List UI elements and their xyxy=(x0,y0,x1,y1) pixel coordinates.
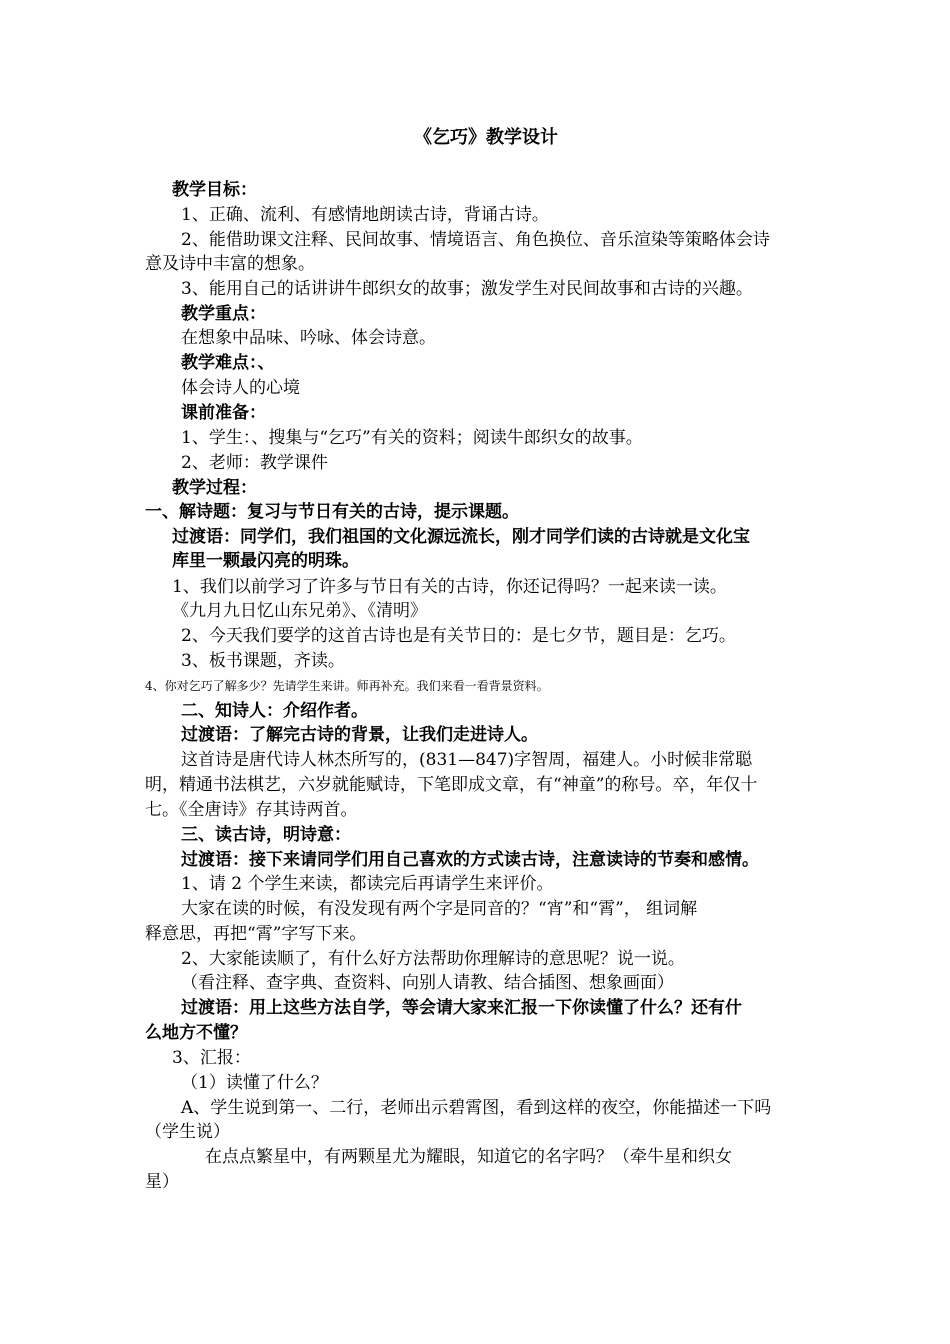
paragraph-line: 明，精通书法棋艺，六岁就能赋诗，下笔即成文章，有“神童”的称号。卒，年仅十 xyxy=(145,775,758,795)
goal-item: 1、正确、流利、有感情地朗读古诗，背诵古诗。 xyxy=(181,205,549,225)
poem-titles: 《九月九日忆山东兄弟》、《清明》 xyxy=(172,601,427,621)
goal-item: 2、能借助课文注释、民间故事、情境语言、角色换位、音乐渲染等策略体会诗 xyxy=(181,230,770,250)
section-heading: 二、知诗人：介绍作者。 xyxy=(181,701,368,721)
goal-item-continued: 意及诗中丰富的想象。 xyxy=(145,254,315,274)
transition-text: 过渡语：用上这些方法自学，等会请大家来汇报一下你读懂了什么？还有什 xyxy=(181,998,742,1018)
transition-text-continued: 库里一颗最闪亮的明珠。 xyxy=(172,551,359,571)
paragraph-line: 释意思，再把“霄”字写下来。 xyxy=(145,924,367,944)
difficulty-text: 体会诗人的心境 xyxy=(181,378,300,398)
paragraph-line: A、学生说到第一、二行，老师出示碧霄图，看到这样的夜空，你能描述一下吗 xyxy=(181,1098,772,1118)
difficulty-heading: 教学难点：、 xyxy=(181,353,275,373)
section-heading: 三、读古诗，明诗意： xyxy=(181,825,351,845)
paragraph-line: 这首诗是唐代诗人林杰所写的，(831—847)字智周，福建人。小时候非常聪 xyxy=(181,750,753,770)
process-heading: 教学过程： xyxy=(172,478,257,498)
paragraph-line: 七。《全唐诗》存其诗两首。 xyxy=(145,800,358,820)
key-points-text: 在想象中品味、吟咏、体会诗意。 xyxy=(181,328,436,348)
preparation-heading: 课前准备： xyxy=(181,403,266,423)
key-points-heading: 教学重点： xyxy=(181,304,266,324)
step-item: 3、汇报： xyxy=(172,1048,251,1068)
step-item: 2、大家能读顺了，有什么好方法帮助你理解诗的意思呢？说一说。 xyxy=(181,949,685,969)
goal-item: 3、能用自己的话讲讲牛郎织女的故事；激发学生对民间故事和古诗的兴趣。 xyxy=(181,279,753,299)
sub-item: （1）读懂了什么？ xyxy=(181,1073,328,1093)
step-item: 1、请 2 个学生来读，都读完后再请学生来评价。 xyxy=(181,874,554,894)
paragraph-line: 在点点繁星中，有两颗星尤为耀眼，知道它的名字吗？（牵牛星和织女 xyxy=(205,1147,732,1167)
paragraph-line: 星） xyxy=(145,1172,179,1192)
step-item: 3、板书课题，齐读。 xyxy=(181,651,345,671)
step-item: 1、我们以前学习了许多与节日有关的古诗，你还记得吗？一起来读一读。 xyxy=(172,577,727,597)
transition-text: 过渡语：了解完古诗的背景，让我们走进诗人。 xyxy=(181,725,538,745)
transition-text-continued: 么地方不懂？ xyxy=(145,1023,247,1043)
preparation-item: 1、学生：、搜集与“乞巧”有关的资料；阅读牛郎织女的故事。 xyxy=(181,428,643,448)
methods-list: （看注释、查字典、查资料、向别人请教、结合插图、想象画面） xyxy=(181,973,674,993)
transition-text: 过渡语：同学们，我们祖国的文化源远流长，刚才同学们读的古诗就是文化宝 xyxy=(172,527,750,547)
transition-text: 过渡语：接下来请同学们用自己喜欢的方式读古诗，注意读诗的节奏和感情。 xyxy=(181,850,759,870)
section-heading: 一、解诗题：复习与节日有关的古诗，提示课题。 xyxy=(145,502,519,522)
step-item-small: 4、你对乞巧了解多少？先请学生来讲。师再补充。我们来看一看背景资料。 xyxy=(145,679,549,693)
paragraph-line: 大家在读的时候，有没发现有两个字是同音的？“宵”和“霄”， 组词解 xyxy=(181,899,698,919)
preparation-item: 2、老师：教学课件 xyxy=(181,453,328,473)
paragraph-line: （学生说） xyxy=(145,1122,230,1142)
step-item: 2、今天我们要学的这首古诗也是有关节日的：是七夕节，题目是：乞巧。 xyxy=(181,626,736,646)
page-title: 《乞巧》教学设计 xyxy=(414,127,558,148)
goals-heading: 教学目标： xyxy=(172,180,257,200)
